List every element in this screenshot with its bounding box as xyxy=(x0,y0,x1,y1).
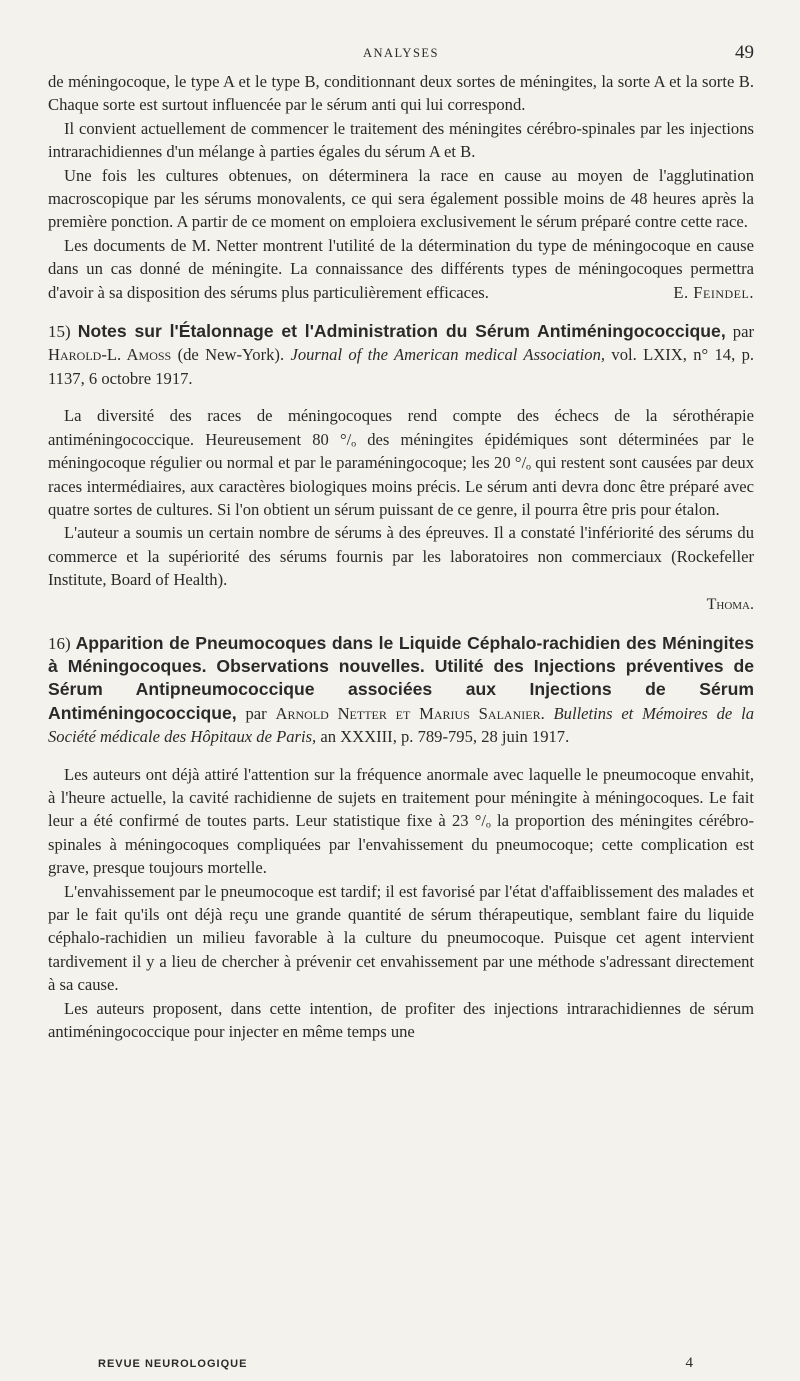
article-16-paragraph: L'envahissement par le pneumocoque est tardif; il est favorisé par l'état d'affaiblissement des malades et par le fait qu'ils ont déjà reçu une grande quantité de sérum thérapeutique, semblant faire du liquide céphalo-rachidien un milieu favorable à la culture du pneumocoque. Puisque cet agent intervient tardivement il y a lieu de chercher à prévenir cet envahissement par une méthode s'adressant directement à sa cause. xyxy=(48,881,754,995)
article-15-signature: Thoma. xyxy=(706,595,754,613)
footer-journal-name: REVUE NEUROLOGIQUE xyxy=(98,1358,248,1370)
page-footer xyxy=(98,1355,752,1371)
author-location: (de New-York). xyxy=(177,345,285,365)
citation: vol. LXIX, n° 14, p. 1137, 6 octobre 1917. xyxy=(48,345,755,388)
signature-mark: 4 xyxy=(685,1355,694,1371)
running-head xyxy=(48,40,754,70)
article-title: Apparition de Pneumocoques dans le Liquide Céphalo-rachidien des Méningites à Méningocoques. Observations nouvelles. Utilité des Injections préventives de Sérum Antipneumococcique associées aux Injections de Sérum Antiméningococcique, xyxy=(48,632,754,723)
article-15-paragraph: L'auteur a soumis un certain nombre de sérums à des épreuves. Il a constaté l'infériorité des sérums du commerce et la supériorité des sérums fournis par les laboratoires non commerciaux (Rockefeller Institute, Board of Health). xyxy=(48,523,754,590)
author-prefix: par xyxy=(245,703,267,723)
intro-signature: E. Feindel. xyxy=(673,282,754,302)
author-prefix: par xyxy=(732,322,754,342)
article-author: Harold-L. Amoss xyxy=(48,345,172,365)
intro-paragraph xyxy=(48,234,754,304)
article-authors: Arnold Netter et Marius Salanier. xyxy=(275,703,545,723)
article-15-heading xyxy=(48,320,754,390)
article-15-paragraph: La diversité des races de méningocoques rend compte des échecs de la sérothérapie antiméningococcique. Heureusement 80 °/ₒ des méningites épidémiques sont déterminées par le méningocoque régulier ou normal et par le paraméningocoque; les 20 °/ₒ qui restent sont causées par deux races intermédiaires, aux caractères biologiques moins précis. Le sérum anti devra donc être préparé avec quatre sortes de cultures. Si l'on obtient un sérum puissant de ce genre, il pourra être pris pour étalon. xyxy=(48,406,754,519)
journal-name: Journal of the American medical Association, xyxy=(290,345,606,365)
article-number: 16) xyxy=(48,633,71,653)
article-title: Notes sur l'Étalonnage et l'Administration du Sérum Antiméningococcique, xyxy=(77,321,726,342)
intro-paragraph: de méningocoque, le type A et le type B, conditionnant deux sortes de méningites, la sorte A et la sorte B. Chaque sorte est surtout influencée par le sérum anti qui lui correspond. xyxy=(48,72,754,115)
document-page xyxy=(48,40,754,1043)
journal-name: Bulletins et Mémoires de la Société médicale des Hôpitaux de Paris, xyxy=(48,703,754,747)
intro-paragraph: Une fois les cultures obtenues, on déterminera la race en cause au moyen de l'agglutination macroscopique par les sérums monovalents, ce qui sera également possible moins de 48 heures après la première ponction. A partir de ce moment on emploiera exclusivement le sérum préparé contre cette race. xyxy=(48,165,754,232)
article-16-paragraph: Les auteurs proposent, dans cette intention, de profiter des injections intrarachidiennes de sérum antiméningococcique pour injecter en même temps une xyxy=(48,998,754,1042)
citation: an XXXIII, p. 789-795, 28 juin 1917. xyxy=(320,727,570,747)
article-number: 15) xyxy=(48,322,71,342)
article-16-heading xyxy=(48,632,754,749)
intro-paragraph-text: Les documents de M. Netter montrent l'utilité de la détermination du type de méningocoque en cause dans un cas donné de méningite. La connaissance des différents types de méningocoques permettra d'avoir à sa disposition des sérums plus particulièrement efficaces. xyxy=(48,235,754,302)
intro-paragraph: Il convient actuellement de commencer le traitement des méningites cérébro-spinales par les injections intrarachidiennes d'un mélange à parties égales du sérum A et B. xyxy=(48,118,754,162)
running-title: ANALYSES xyxy=(362,46,440,60)
article-16-paragraph: Les auteurs ont déjà attiré l'attention sur la fréquence anormale avec laquelle le pneumocoque envahit, à l'heure actuelle, la cavité rachidienne de sujets en traitement pour méningite à méningocoques. Le fait leur a été confirmé de toutes parts. Leur statistique fixe à 23 °/ₒ la proportion des méningites cérébro-spinales à méningocoques compliquées par l'envahissement du pneumocoque; cette complication est grave, presque toujours mortelle. xyxy=(48,764,754,878)
page-number: 49 xyxy=(735,42,754,63)
